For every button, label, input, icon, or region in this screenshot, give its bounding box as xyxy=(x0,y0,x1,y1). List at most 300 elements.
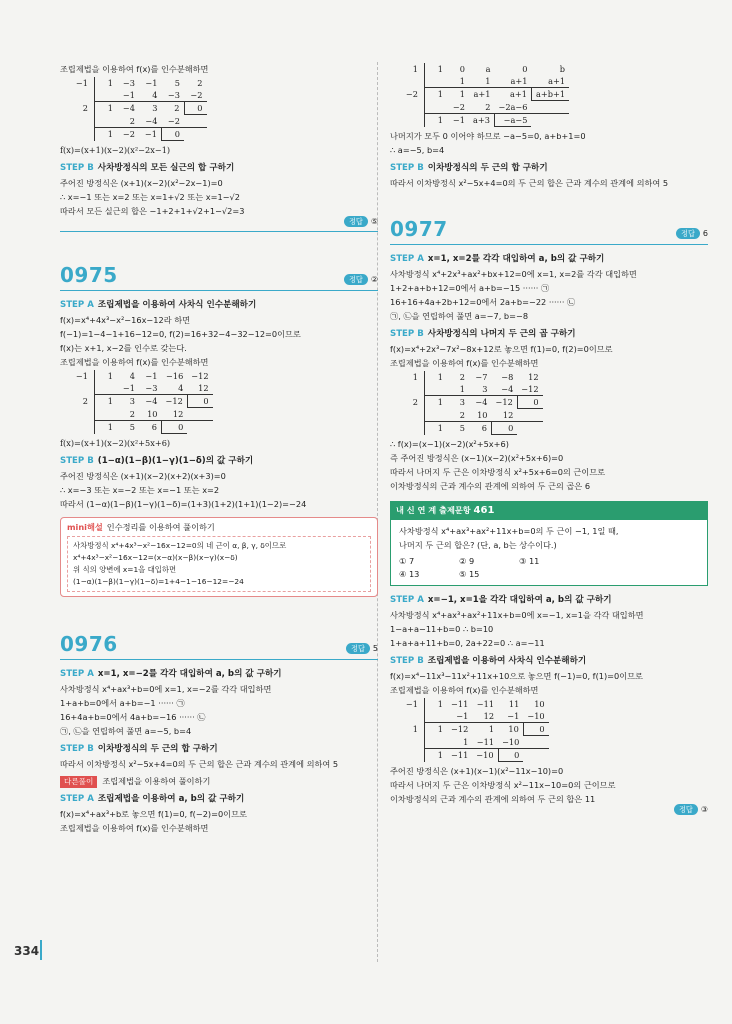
table-cell: 6 xyxy=(151,422,157,433)
table-row xyxy=(400,396,543,409)
table-cell: −10 xyxy=(476,750,494,761)
mini-solution-header xyxy=(61,518,377,536)
divisor-cell xyxy=(70,408,95,421)
page-number: 334 xyxy=(14,944,40,958)
table-row xyxy=(400,422,543,435)
table-cell: −a−5 xyxy=(494,114,531,127)
step-tag: STEP A xyxy=(390,595,424,605)
divisor-cell xyxy=(400,736,425,749)
table-cell: −12 xyxy=(165,396,183,407)
table-cell: 2 xyxy=(117,408,139,421)
table-cell: a+1 xyxy=(531,75,569,88)
table-row xyxy=(70,408,213,421)
table-cell: −10 xyxy=(498,736,523,749)
solution-line: 조립제법을 이용하여 f(x)를 인수분해하면 xyxy=(390,358,539,368)
solution-line: 1+a+a+11+b=0, 2a+22=0 ∴ a=−11 xyxy=(390,638,545,648)
divisor-cell xyxy=(400,383,425,396)
synthetic-division-table xyxy=(400,63,569,127)
mini-solution-box xyxy=(60,517,378,597)
table-cell: a xyxy=(485,64,491,74)
divisor-cell xyxy=(400,422,425,435)
table-cell: 1 xyxy=(447,75,469,88)
table-cell: 1 xyxy=(437,372,443,382)
table-row xyxy=(400,75,569,88)
step-heading xyxy=(60,741,378,757)
table-cell: −1 xyxy=(145,78,158,88)
table-cell xyxy=(425,736,448,749)
table-cell: 3 xyxy=(152,103,158,114)
step-title: (1−α)(1−β)(1−γ)(1−δ)의 값 구하기 xyxy=(97,456,254,466)
table-row xyxy=(400,723,549,736)
table-cell: 3 xyxy=(459,397,465,408)
table-cell: 3 xyxy=(129,396,135,407)
answer-choices xyxy=(399,555,699,581)
table-cell: −4 xyxy=(139,115,162,128)
table-cell: a+1 xyxy=(510,89,527,100)
divisor-cell xyxy=(400,75,425,88)
mini-line: 사차방정식 x⁴+4x³−x²−16x−12=0의 네 근이 α, β, γ, δ이므로 xyxy=(73,541,287,550)
alt-title: 조립제법을 이용하여 풀이하기 xyxy=(102,776,211,786)
answer-label xyxy=(344,274,378,285)
table-row xyxy=(400,749,549,762)
linked-number: 461 xyxy=(473,505,495,516)
table-cell: −4 xyxy=(122,103,135,114)
answer-value: ⑤ xyxy=(370,217,378,226)
table-cell: −7 xyxy=(475,372,488,382)
table-cell xyxy=(517,409,542,422)
table-cell: 3 xyxy=(469,383,492,396)
mini-tag: mini해설 xyxy=(67,522,103,532)
solution-line: ㉠, ㉡을 연립하여 풀면 a=−5, b=4 xyxy=(60,726,192,736)
mini-solution-body xyxy=(67,536,371,592)
table-cell: 1 xyxy=(437,397,443,408)
solution-line: f(x)=x⁴+4x³−x²−16x−12라 하면 xyxy=(60,315,191,325)
step-tag: STEP A xyxy=(390,254,424,264)
synthetic-division-table xyxy=(70,77,207,141)
answer-pill: 정답 xyxy=(674,804,698,815)
synthetic-division-table xyxy=(400,371,543,435)
step-title: x=1, x=2를 각각 대입하여 a, b의 값 구하기 xyxy=(427,254,605,264)
divisor-cell xyxy=(400,101,425,114)
table-cell: 10 xyxy=(508,724,519,735)
table-cell: −1 xyxy=(447,710,472,723)
mini-line: x⁴+4x³−x²−16x−12=(x−α)(x−β)(x−γ)(x−δ) xyxy=(73,553,238,562)
table-cell xyxy=(187,421,212,434)
answer-pill: 정답 xyxy=(344,274,368,285)
table-row xyxy=(400,101,569,114)
table-cell xyxy=(187,408,212,421)
table-row xyxy=(400,88,569,101)
mini-line: (1−α)(1−β)(1−γ)(1−δ)=1+4−1−16−12=−24 xyxy=(73,577,244,586)
table-cell xyxy=(425,75,448,88)
step-title: 조립제법을 이용하여 사차식 인수분해하기 xyxy=(97,300,257,310)
answer-pill: 정답 xyxy=(676,228,700,239)
divisor-cell xyxy=(70,382,95,395)
step-title: 이차방정식의 두 근의 합 구하기 xyxy=(427,163,548,173)
table-cell: −12 xyxy=(451,724,469,735)
table-row xyxy=(70,102,207,115)
solution-line: 사차방정식 x⁴+2x³+ax²+bx+12=0에 x=1, x=2를 각각 대입하면 xyxy=(390,269,637,279)
divisor-cell: 1 xyxy=(400,63,425,75)
table-cell: 12 xyxy=(162,408,188,421)
step-heading xyxy=(390,160,708,176)
step-heading xyxy=(60,666,378,682)
table-cell xyxy=(184,128,207,141)
solution-line: 따라서 나머지 두 근은 이차방정식 x²+5x+6=0의 근이므로 xyxy=(390,467,606,477)
table-cell: −11 xyxy=(451,699,469,709)
table-cell: 1 xyxy=(437,89,443,100)
linked-problem-box xyxy=(390,520,708,586)
table-cell: a+b+1 xyxy=(531,88,569,101)
step-heading xyxy=(60,297,378,313)
choice-2[interactable]: ② 9 xyxy=(459,556,475,566)
choice-5[interactable]: ⑤ 15 xyxy=(459,569,480,579)
table-cell: −1 xyxy=(145,371,158,381)
step-tag: STEP B xyxy=(60,744,94,754)
step-heading xyxy=(60,160,378,176)
solution-line: ㉠, ㉡을 연립하여 풀면 a=−7, b=−8 xyxy=(390,311,529,321)
step-heading xyxy=(390,653,708,669)
table-cell: 12 xyxy=(492,409,518,422)
step-title: x=−1, x=1을 각각 대입하여 a, b의 값 구하기 xyxy=(427,595,612,605)
answer-value: ③ xyxy=(700,805,708,814)
table-row xyxy=(400,698,549,710)
divisor-cell xyxy=(70,115,95,128)
step-title: 조립제법을 이용하여 사차식 인수분해하기 xyxy=(427,656,587,666)
table-cell: −3 xyxy=(162,89,185,102)
table-cell: 1 xyxy=(459,89,465,100)
table-cell: 1 xyxy=(447,736,472,749)
solution-line: 즉 주어진 방정식은 (x−1)(x−2)(x²+5x+6)=0 xyxy=(390,453,564,463)
step-title: 조립제법을 이용하여 a, b의 값 구하기 xyxy=(97,794,245,804)
step-heading xyxy=(390,592,708,608)
problem-header xyxy=(60,627,378,660)
table-cell: −1 xyxy=(498,710,523,723)
table-cell xyxy=(523,736,548,749)
solution-line: 사차방정식 x⁴+ax³+b=0에 x=1, x=−2를 각각 대입하면 xyxy=(60,684,272,694)
question-line: 나머지 두 근의 합은? (단, a, b는 상수이다.) xyxy=(399,540,557,550)
table-cell: 1 xyxy=(447,383,469,396)
step-heading xyxy=(390,251,708,267)
table-cell: −2 xyxy=(447,101,469,114)
divisor-cell: −1 xyxy=(70,77,95,89)
step-title: 이차방정식의 두 근의 합 구하기 xyxy=(97,744,218,754)
solution-line: ∴ f(x)=(x−1)(x−2)(x²+5x+6) xyxy=(390,439,509,449)
table-cell: −12 xyxy=(191,371,209,381)
table-row xyxy=(70,382,213,395)
table-cell: 2 xyxy=(197,78,203,88)
table-cell xyxy=(425,710,448,723)
table-cell: −4 xyxy=(475,397,488,408)
step-heading xyxy=(390,326,708,342)
table-cell xyxy=(517,422,542,435)
step-tag: STEP B xyxy=(390,163,424,173)
table-cell: 1 xyxy=(437,115,443,126)
right-column xyxy=(390,62,708,815)
table-cell: 2 xyxy=(117,115,139,128)
step-heading xyxy=(60,453,378,469)
answer-pill: 정답 xyxy=(346,643,370,654)
table-row xyxy=(400,114,569,127)
solution-line: f(−1)=1−4−1+16−12=0, f(2)=16+32−4−32−12=0이므로 xyxy=(60,329,301,339)
table-cell: 1 xyxy=(437,724,443,735)
answer-value: ② xyxy=(370,275,378,284)
table-cell: 1 xyxy=(469,75,494,88)
factor-line: f(x)=(x+1)(x−2)(x²+5x+6) xyxy=(60,438,171,448)
table-cell: −4 xyxy=(145,396,158,407)
problem-number: 0977 xyxy=(390,217,448,241)
step-tag: STEP B xyxy=(390,329,424,339)
table-cell: −2 xyxy=(184,89,207,102)
table-cell: −2 xyxy=(122,129,135,140)
table-cell: 0 xyxy=(162,421,188,434)
solution-line: 주어진 방정식은 (x+1)(x−2)(x²−2x−1)=0 xyxy=(60,178,223,188)
solution-line: 1−a+a−11+b=0 ∴ b=10 xyxy=(390,624,494,634)
table-cell: 1 xyxy=(437,699,443,709)
table-cell: 11 xyxy=(508,699,520,709)
linked-problem-header xyxy=(390,501,708,520)
choice-3[interactable]: ③ 11 xyxy=(519,556,540,566)
step-tag: STEP A xyxy=(60,669,94,679)
table-row xyxy=(400,736,549,749)
solution-line: f(x)는 x+1, x−2를 인수로 갖는다. xyxy=(60,343,187,353)
solution-line: 따라서 모든 실근의 합은 −1+2+1+√2+1−√2=3 xyxy=(60,206,245,216)
table-cell: 5 xyxy=(129,422,135,433)
table-cell: −11 xyxy=(472,736,498,749)
table-cell: a+1 xyxy=(494,75,531,88)
table-cell: 0 xyxy=(498,749,523,762)
table-cell: 2 xyxy=(469,101,494,114)
table-cell: a+1 xyxy=(473,89,491,100)
table-cell: 10 xyxy=(469,409,492,422)
table-cell: 0 xyxy=(522,64,528,74)
table-cell: a+3 xyxy=(473,115,490,126)
table-cell: 10 xyxy=(534,699,545,709)
table-cell: 12 xyxy=(187,382,212,395)
table-cell xyxy=(95,382,118,395)
solution-line: 사차방정식 x⁴+ax³+ax²+11x+b=0에 x=−1, x=1을 각각 대입하면 xyxy=(390,610,644,620)
factor-line: f(x)=(x+1)(x−2)(x²−2x−1) xyxy=(60,145,171,155)
solution-line: 주어진 방정식은 (x+1)(x−2)(x+2)(x+3)=0 xyxy=(60,471,226,481)
question-line: 사차방정식 x⁴+ax³+ax²+11x+b=0의 두 근이 −1, 1일 때, xyxy=(399,526,619,536)
solution-line: 따라서 이차방정식 x²−5x+4=0의 두 근의 합은 근과 계수의 관계에 의하여 5 xyxy=(390,178,669,188)
step-tag: STEP B xyxy=(60,456,94,466)
divisor-cell: 2 xyxy=(400,396,425,409)
table-cell: −3 xyxy=(139,382,162,395)
table-cell: 0 xyxy=(187,395,212,408)
table-cell: b xyxy=(559,64,566,74)
synthetic-division-table xyxy=(400,698,549,762)
table-row xyxy=(70,395,213,408)
problem-number: 0975 xyxy=(60,263,118,287)
divisor-cell: −2 xyxy=(400,88,425,101)
table-row xyxy=(400,409,543,422)
divisor-cell: 2 xyxy=(70,102,95,115)
table-cell: 0 xyxy=(523,723,548,736)
synthetic-division-table xyxy=(70,370,213,434)
table-cell xyxy=(95,115,118,128)
problem-header xyxy=(60,258,378,291)
page-number-bar xyxy=(40,940,42,960)
answer-label xyxy=(346,643,378,654)
table-cell: −12 xyxy=(495,397,513,408)
solution-line: 따라서 나머지 두 근은 이차방정식 x²−11x−10=0의 근이므로 xyxy=(390,780,616,790)
divisor-cell xyxy=(70,421,95,434)
divisor-cell: 1 xyxy=(400,723,425,736)
step-title: x=1, x=−2를 각각 대입하여 a, b의 값 구하기 xyxy=(97,669,282,679)
mini-title: 인수정리를 이용하여 풀이하기 xyxy=(106,522,215,532)
table-cell: −2 xyxy=(162,115,185,128)
table-cell xyxy=(523,749,548,762)
table-cell: 1 xyxy=(107,422,113,433)
solution-line: f(x)=x⁴+ax³+b로 놓으면 f(1)=0, f(−2)=0이므로 xyxy=(60,809,247,819)
mini-line: 위 식의 양변에 x=1을 대입하면 xyxy=(73,565,177,574)
solution-line: f(x)=x⁴−11x³−11x²+11x+10으로 놓으면 f(−1)=0, f(1)=0이므로 xyxy=(390,671,643,681)
intro-line: 조립제법을 이용하여 f(x)를 인수분해하면 xyxy=(60,64,209,74)
step-title: 사차방정식의 모든 실근의 합 구하기 xyxy=(97,163,235,173)
answer-label xyxy=(676,228,708,239)
linked-header-label: 내 신 연 계 출제문항 xyxy=(396,505,471,515)
table-row xyxy=(70,370,213,382)
solution-line: 따라서 이차방정식 x²−5x+4=0의 두 근의 합은 근과 계수의 관계에 의하여 5 xyxy=(60,759,339,769)
table-cell: 12 xyxy=(528,372,539,382)
divisor-cell: 2 xyxy=(70,395,95,408)
table-cell: 1 xyxy=(107,371,113,381)
table-cell: −12 xyxy=(517,383,542,396)
table-cell: 5 xyxy=(174,78,180,88)
problem-header xyxy=(390,212,708,245)
solution-line: ∴ x=−3 또는 x=−2 또는 x=−1 또는 x=2 xyxy=(60,485,220,495)
step-tag: STEP B xyxy=(60,163,94,173)
solution-line: 16+16+4a+2b+12=0에서 2a+b=−22 ······ ㉡ xyxy=(390,297,576,307)
table-cell xyxy=(95,408,118,421)
table-cell: −10 xyxy=(523,710,548,723)
table-row xyxy=(70,421,213,434)
table-row xyxy=(400,63,569,75)
table-cell: 12 xyxy=(472,710,498,723)
choice-1[interactable]: ① 7 xyxy=(399,556,415,566)
answer-value: 6 xyxy=(702,229,708,238)
table-cell xyxy=(531,101,569,114)
table-row xyxy=(400,710,549,723)
table-cell xyxy=(95,89,118,102)
step-tag: STEP A xyxy=(60,300,94,310)
divisor-cell xyxy=(400,114,425,127)
table-row xyxy=(70,89,207,102)
solution-line: ∴ x=−1 또는 x=2 또는 x=1+√2 또는 x=1−√2 xyxy=(60,192,240,202)
divisor-cell: 1 xyxy=(400,371,425,383)
table-cell: −8 xyxy=(501,372,514,382)
choice-4[interactable]: ④ 13 xyxy=(399,569,420,579)
left-column xyxy=(60,62,378,835)
table-cell: 0 xyxy=(162,128,185,141)
table-cell: −1 xyxy=(117,89,139,102)
table-row xyxy=(70,115,207,128)
table-cell xyxy=(425,383,448,396)
solution-line: 따라서 (1−α)(1−β)(1−γ)(1−δ)=(1+3)(1+2)(1+1)(1−2)=−24 xyxy=(60,499,307,509)
table-cell: −3 xyxy=(122,78,135,88)
divisor-cell xyxy=(400,749,425,762)
table-row xyxy=(70,77,207,89)
divisor-cell xyxy=(70,89,95,102)
table-cell: 1 xyxy=(437,64,443,74)
step-tag: STEP A xyxy=(60,794,94,804)
table-cell: 1 xyxy=(107,129,113,140)
solution-line: 주어진 방정식은 (x+1)(x−1)(x²−11x−10)=0 xyxy=(390,766,564,776)
alt-tag: 다른풀이 xyxy=(60,776,97,788)
table-cell: −4 xyxy=(492,383,518,396)
answer-value: 5 xyxy=(372,644,378,653)
table-cell: 1 xyxy=(437,423,443,434)
table-cell: 0 xyxy=(184,102,207,115)
step-title: 사차방정식의 나머지 두 근의 곱 구하기 xyxy=(427,329,576,339)
problem-number: 0976 xyxy=(60,632,118,656)
table-cell xyxy=(425,101,448,114)
step-tag: STEP B xyxy=(390,656,424,666)
table-cell: 1 xyxy=(107,78,113,88)
table-cell: −11 xyxy=(476,699,495,709)
table-cell: 1 xyxy=(107,103,113,114)
table-cell: 2 xyxy=(174,103,180,114)
solution-line: 이차방정식의 근과 계수의 관계에 의하여 두 근의 곱은 6 xyxy=(390,481,591,491)
table-cell: −16 xyxy=(166,371,184,381)
answer-pill: 정답 xyxy=(344,216,368,227)
solution-line: 나머지가 모두 0 이어야 하므로 −a−5=0, a+b+1=0 xyxy=(390,131,586,141)
table-cell: −1 xyxy=(117,382,139,395)
solution-line: 조립제법을 이용하여 f(x)를 인수분해하면 xyxy=(60,823,209,833)
divisor-cell: −1 xyxy=(400,698,425,710)
solution-line: f(x)=x⁴+2x³−7x²−8x+12로 놓으면 f(1)=0, f(2)=0이므로 xyxy=(390,344,613,354)
solution-line: 이차방정식의 근과 계수의 관계에 의하여 두 근의 합은 11 xyxy=(390,794,596,804)
table-cell: 1 xyxy=(437,750,443,761)
table-cell xyxy=(184,115,207,128)
table-cell: −1 xyxy=(452,115,465,126)
table-cell: 4 xyxy=(129,371,135,381)
table-cell: 2 xyxy=(459,372,465,382)
table-cell: 1 xyxy=(107,396,113,407)
solution-line: 조립제법을 이용하여 f(x)를 인수분해하면 xyxy=(390,685,539,695)
divisor-cell xyxy=(400,409,425,422)
table-cell: 4 xyxy=(139,89,162,102)
solution-line: 1+2+a+b+12=0에서 a+b=−15 ······ ㉠ xyxy=(390,283,550,293)
alt-heading xyxy=(60,774,378,788)
table-cell: 2 xyxy=(447,409,469,422)
divisor-cell: −1 xyxy=(70,370,95,382)
solution-line: 16+4a+b=0에서 4a+b=−16 ······ ㉡ xyxy=(60,712,206,722)
table-cell: 5 xyxy=(459,423,465,434)
table-row xyxy=(400,371,543,383)
table-cell: −11 xyxy=(451,750,469,761)
table-cell xyxy=(425,409,448,422)
divisor-cell xyxy=(400,710,425,723)
solution-line: 1+a+b=0에서 a+b=−1 ······ ㉠ xyxy=(60,698,185,708)
step-heading xyxy=(60,791,378,807)
table-cell xyxy=(531,114,569,127)
table-cell: 6 xyxy=(481,423,487,434)
table-cell: 0 xyxy=(492,422,518,435)
solution-line: ∴ a=−5, b=4 xyxy=(390,145,445,155)
solution-line: 조립제법을 이용하여 f(x)를 인수분해하면 xyxy=(60,357,209,367)
table-cell: 0 xyxy=(459,64,465,74)
table-cell: 0 xyxy=(517,396,542,409)
table-row xyxy=(70,128,207,141)
table-row xyxy=(400,383,543,396)
table-cell: 10 xyxy=(139,408,162,421)
table-cell: −1 xyxy=(144,129,157,140)
table-cell: 1 xyxy=(488,724,495,735)
table-cell: −2a−6 xyxy=(494,101,531,114)
divisor-cell xyxy=(70,128,95,141)
